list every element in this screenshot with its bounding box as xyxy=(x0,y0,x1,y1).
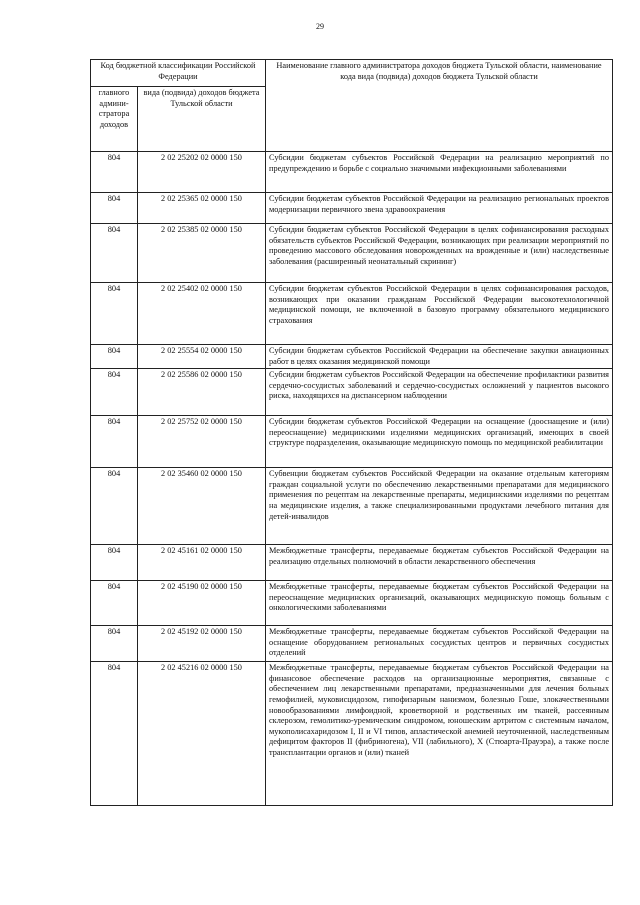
admin-code-cell: 804 xyxy=(91,345,138,369)
admin-code-cell: 804 xyxy=(91,626,138,662)
admin-code-cell: 804 xyxy=(91,283,138,345)
table-row xyxy=(91,545,613,581)
table-row xyxy=(91,345,613,369)
table-row xyxy=(91,662,613,806)
income-code-cell: 2 02 25365 02 0000 150 xyxy=(138,193,266,224)
header-code-group: Код бюджетной классификации Российской Федерации xyxy=(91,60,266,87)
income-code-cell: 2 02 45216 02 0000 150 xyxy=(138,662,266,806)
income-name-cell: Субсидии бюджетам субъектов Российской Федерации на реализацию мероприятий по предупреждению и борьбе с социально значимыми инфекционными заболеваниями xyxy=(266,152,613,193)
table-row xyxy=(91,283,613,345)
header-name: Наименование главного администратора доходов бюджета Тульской области, наименование кода вида (подвида) доходов бюджета Тульской области xyxy=(266,60,613,152)
income-code-cell: 2 02 45161 02 0000 150 xyxy=(138,545,266,581)
income-name-cell: Межбюджетные трансферты, передаваемые бюджетам субъектов Российской Федерации на реализацию отдельных полномочий в области лекарственного обеспечения xyxy=(266,545,613,581)
admin-code-cell: 804 xyxy=(91,581,138,626)
admin-code-cell: 804 xyxy=(91,193,138,224)
income-name-cell: Субсидии бюджетам субъектов Российской Федерации в целях софинансирования расходов, возникающих при оказании гражданам Российской Федерации высокотехнологичной медицинской помощи, не включенной в базовую программу обязательного медицинского страхования xyxy=(266,283,613,345)
admin-code-cell: 804 xyxy=(91,662,138,806)
income-code-cell: 2 02 25752 02 0000 150 xyxy=(138,416,266,468)
income-name-cell: Субсидии бюджетам субъектов Российской Федерации на обеспечение профилактики развития сердечно-сосудистых заболеваний и сердечно-сосудистых осложнений у пациентов высокого риска, находящихся на диспансерном наблюдении xyxy=(266,369,613,416)
income-code-cell: 2 02 35460 02 0000 150 xyxy=(138,468,266,545)
admin-code-cell: 804 xyxy=(91,369,138,416)
income-code-cell: 2 02 45192 02 0000 150 xyxy=(138,626,266,662)
table-row xyxy=(91,152,613,193)
income-name-cell: Субсидии бюджетам субъектов Российской Федерации на оснащение (дооснащение и (или) переоснащение) медицинскими изделиями медицинских организаций, имеющих в своей структуре подразделения, оказывающие медицинскую помощь по медицинской реабилитации xyxy=(266,416,613,468)
income-name-cell: Субсидии бюджетам субъектов Российской Федерации на реализацию региональных проектов модернизации первичного звена здравоохранения xyxy=(266,193,613,224)
admin-code-cell: 804 xyxy=(91,152,138,193)
table-row xyxy=(91,468,613,545)
budget-classification-table xyxy=(90,59,613,806)
income-name-cell: Субвенции бюджетам субъектов Российской Федерации на оказание отдельным категориям граждан социальной услуги по обеспечению лекарственными препаратами для медицинского применения по рецептам на лекарственные препараты, медицинскими изделиями по рецептам на медицинские изделия, а также специализированными продуктами лечебного питания для детей-инвалидов xyxy=(266,468,613,545)
income-name-cell: Межбюджетные трансферты, передаваемые бюджетам субъектов Российской Федерации на финансовое обеспечение расходов на организационные мероприятия, связанные с обеспечением лиц лекарственными препаратами, предназначенными для лечения больных гемофилией, муковисцидозом, гипофизарным нанизмом, болезнью Гоше, злокачественными новообразованиями лимфоидной, кроветворной и родственных им тканей, рассеянным склерозом, гемолитико-уремическим синдромом, юношеским артритом с системным началом, мукополисахаридозом I, II и VI типов, апластической анемией неуточненной, наследственным дефицитом факторов II (фибриногена), VII (лабильного), X (Стюарта-Прауэра), а также после трансплантации органов и (или) тканей xyxy=(266,662,613,806)
admin-code-cell: 804 xyxy=(91,545,138,581)
admin-code-cell: 804 xyxy=(91,416,138,468)
header-admin-code: главного админи-стратора доходов xyxy=(91,87,138,152)
table-row xyxy=(91,369,613,416)
income-name-cell: Межбюджетные трансферты, передаваемые бюджетам субъектов Российской Федерации на оснащение оборудованием региональных сосудистых центров и первичных сосудистых отделений xyxy=(266,626,613,662)
table-row xyxy=(91,416,613,468)
table-row xyxy=(91,626,613,662)
income-code-cell: 2 02 25554 02 0000 150 xyxy=(138,345,266,369)
page-number: 29 xyxy=(316,22,324,31)
income-name-cell: Субсидии бюджетам субъектов Российской Федерации в целях софинансирования расходных обязательств субъектов Российской Федерации, возникающих при реализации мероприятий по проведению массового обследования новорожденных на врожденные и (или) наследственные заболевания (расширенный неонатальный скрининг) xyxy=(266,224,613,283)
income-name-cell: Субсидии бюджетам субъектов Российской Федерации на обеспечение закупки авиационных работ в целях оказания медицинской помощи xyxy=(266,345,613,369)
table-row xyxy=(91,581,613,626)
table-row xyxy=(91,224,613,283)
income-code-cell: 2 02 45190 02 0000 150 xyxy=(138,581,266,626)
admin-code-cell: 804 xyxy=(91,468,138,545)
income-code-cell: 2 02 25202 02 0000 150 xyxy=(138,152,266,193)
income-code-cell: 2 02 25402 02 0000 150 xyxy=(138,283,266,345)
table-body xyxy=(91,152,613,806)
table-row xyxy=(91,193,613,224)
header-income-code: вида (подвида) доходов бюджета Тульской области xyxy=(138,87,266,152)
table-header-row xyxy=(91,60,613,87)
income-code-cell: 2 02 25385 02 0000 150 xyxy=(138,224,266,283)
admin-code-cell: 804 xyxy=(91,224,138,283)
income-code-cell: 2 02 25586 02 0000 150 xyxy=(138,369,266,416)
income-name-cell: Межбюджетные трансферты, передаваемые бюджетам субъектов Российской Федерации на переоснащение медицинских организаций, оказывающих медицинскую помощь больным с онкологическими заболеваниями xyxy=(266,581,613,626)
